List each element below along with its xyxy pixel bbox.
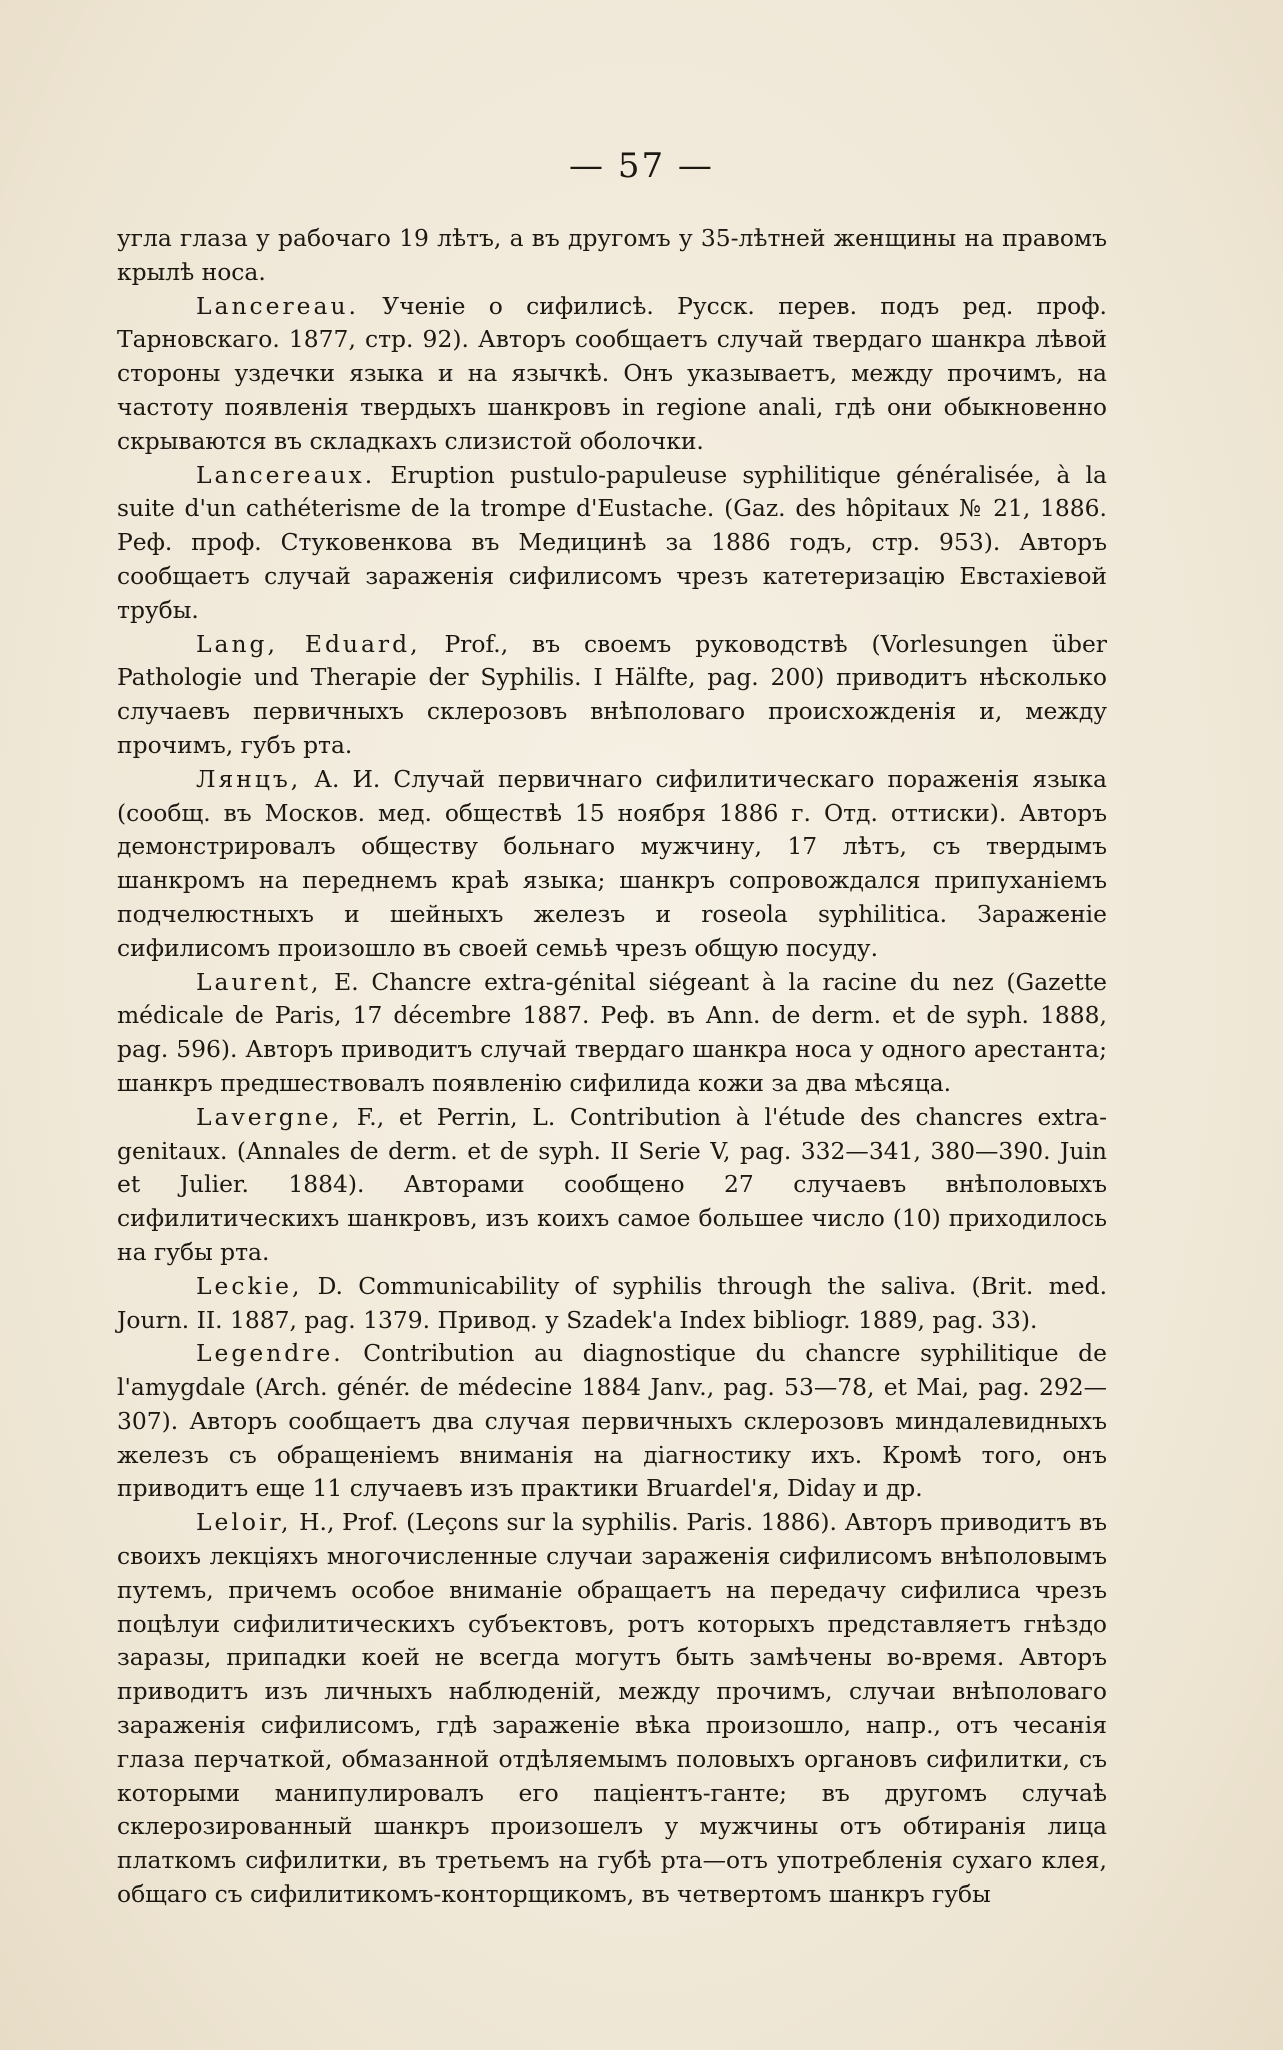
author-name: Laurent, — [196, 967, 322, 996]
paragraph-legendre — [117, 1337, 1107, 1506]
author-name: Leckie, — [196, 1271, 303, 1300]
paragraph-text: H., Prof. (Leçons sur la syphilis. Paris. 1886). Авторъ приводитъ въ своихъ лекціяхъ многочисленные случаи зараженія сифилисомъ внѣполовымъ путемъ, причемъ особое вниманіе обращаетъ на передачу сифилиса чрезъ поцѣлуи сифилитическихъ субъектовъ, ротъ которыхъ представляетъ гнѣздо заразы, припадки коей не всегда могутъ быть замѣчены во-время. Авторъ приводитъ изъ личныхъ наблюденій, между прочимъ, случаи внѣполоваго зараженія сифилисомъ, гдѣ зараженіе вѣка произошло, напр., отъ чесанія глаза перчаткой, обмазанной отдѣляемымъ половыхъ органовъ сифилитки, съ которыми манипулировалъ его паціентъ-ганте; въ другомъ случаѣ склерозированный шанкръ произошелъ у мужчины отъ обтиранія лица платкомъ сифилитки, въ третьемъ на губѣ рта—отъ употребленія сухаго клея, общаго съ сифилитикомъ-конторщикомъ, въ четвертомъ шанкръ губы — [117, 1508, 1107, 1909]
author-name: Lancereaux. — [196, 460, 376, 489]
paragraph-text: угла глаза у рабочаго 19 лѣтъ, а въ другомъ у 35-лѣтней женщины на правомъ крылѣ носа. — [117, 224, 1107, 286]
paragraph-text: Ученіе о сифилисѣ. Русск. перев. подъ ред. проф. Тарновскаго. 1877, стр. 92). Авторъ сообщаетъ случай твердаго шанкра лѣвой стороны уздечки языка и на язычкѣ. Онъ указываетъ, между прочимъ, на частоту появленія твердыхъ шанкровъ in regione anali, гдѣ они обыкновенно скрываются въ складкахъ слизистой оболочки. — [117, 291, 1107, 455]
paragraph-text: D. Communicability of syphilis through the saliva. (Brit. med. Journ. II. 1887, pag. 1379. Привод. у Szadek'a Index bibliogr. 1889, pag. 33). — [117, 1271, 1107, 1334]
paragraph-lancereaux — [117, 459, 1107, 628]
paragraph-text: F., et Perrin, L. Contribution à l'étude des chancres extra-genitaux. (Annales de derm. et de syph. II Serie V, pag. 332—341, 380—390. Juin et Julier. 1884). Авторами сообщено 27 случаевъ внѣполовыхъ сифилитическихъ шанкровъ, изъ коихъ самое большее число (10) приходилось на губы рта. — [117, 1102, 1107, 1266]
paragraph-text: А. И. Случай первичнаго сифилитическаго пораженія языка (сообщ. въ Москов. мед. обществѣ 15 ноября 1886 г. Отд. оттиски). Авторъ демонстрировалъ обществу больнаго мужчину, 17 лѣтъ, съ твердымъ шанкромъ на переднемъ краѣ языка; шанкръ сопровождался припуханіемъ подчелюстныхъ и шейныхъ железъ и roseola syphilitica. Зараженіе сифилисомъ произошло въ своей семьѣ чрезъ общую посуду. — [117, 764, 1107, 962]
paragraph-lavergne — [117, 1101, 1107, 1270]
paragraph-lang — [117, 628, 1107, 763]
author-name: Lang, Eduard, — [196, 629, 421, 658]
author-name: Leloir, — [196, 1508, 292, 1537]
paragraph-lyants — [117, 763, 1107, 966]
paragraph-laurent — [117, 966, 1107, 1101]
paragraph-continuation — [117, 222, 1107, 290]
paragraph-text: Prof., въ своемъ руководствѣ (Vorlesungen über Pathologie und Therapie der Syphilis. I Hälfte, pag. 200) приводитъ нѣсколько случаевъ первичныхъ склерозовъ внѣполоваго происхожденія и, между прочимъ, губъ рта. — [117, 629, 1107, 759]
author-name: Lavergne, — [196, 1102, 343, 1131]
page-number: — 57 — — [569, 146, 714, 186]
body-text — [117, 222, 1107, 1912]
paragraph-text: Contribution au diagnostique du chancre syphilitique de l'amygdale (Arch. génér. de médecine 1884 Janv., pag. 53—78, et Mai, pag. 292—307). Авторъ сообщаетъ два случая первичныхъ склерозовъ миндалевидныхъ железъ съ обращеніемъ вниманія на діагностику ихъ. Кромѣ того, онъ приводитъ еще 11 случаевъ изъ практики Bruardel'я, Diday и др. — [117, 1339, 1107, 1503]
author-name: Legendre. — [196, 1339, 344, 1368]
author-name: Lancereau. — [196, 291, 359, 320]
paragraph-text: Eruption pustulo-papuleuse syphilitique généralisée, à la suite d'un cathéterisme de la trompe d'Eustache. (Gaz. des hôpitaux № 21, 1886. Реф. проф. Стуковенкова въ Медицинѣ за 1886 годъ, стр. 953). Авторъ сообщаетъ случай зараженія сифилисомъ чрезъ катетеризацію Евстахіевой трубы. — [117, 460, 1107, 624]
author-name: Лянцъ, — [196, 764, 302, 793]
paragraph-text: E. Chancre extra-génital siégeant à la racine du nez (Gazette médicale de Paris, 17 décembre 1887. Реф. въ Ann. de derm. et de syph. 1888, pag. 596). Авторъ приводитъ случай твердаго шанкра носа у одного арестанта; шанкръ предшествовалъ появленію сифилида кожи за два мѣсяца. — [117, 967, 1107, 1097]
paragraph-leloir — [117, 1506, 1107, 1912]
paragraph-lancereau — [117, 290, 1107, 459]
paragraph-leckie — [117, 1270, 1107, 1338]
